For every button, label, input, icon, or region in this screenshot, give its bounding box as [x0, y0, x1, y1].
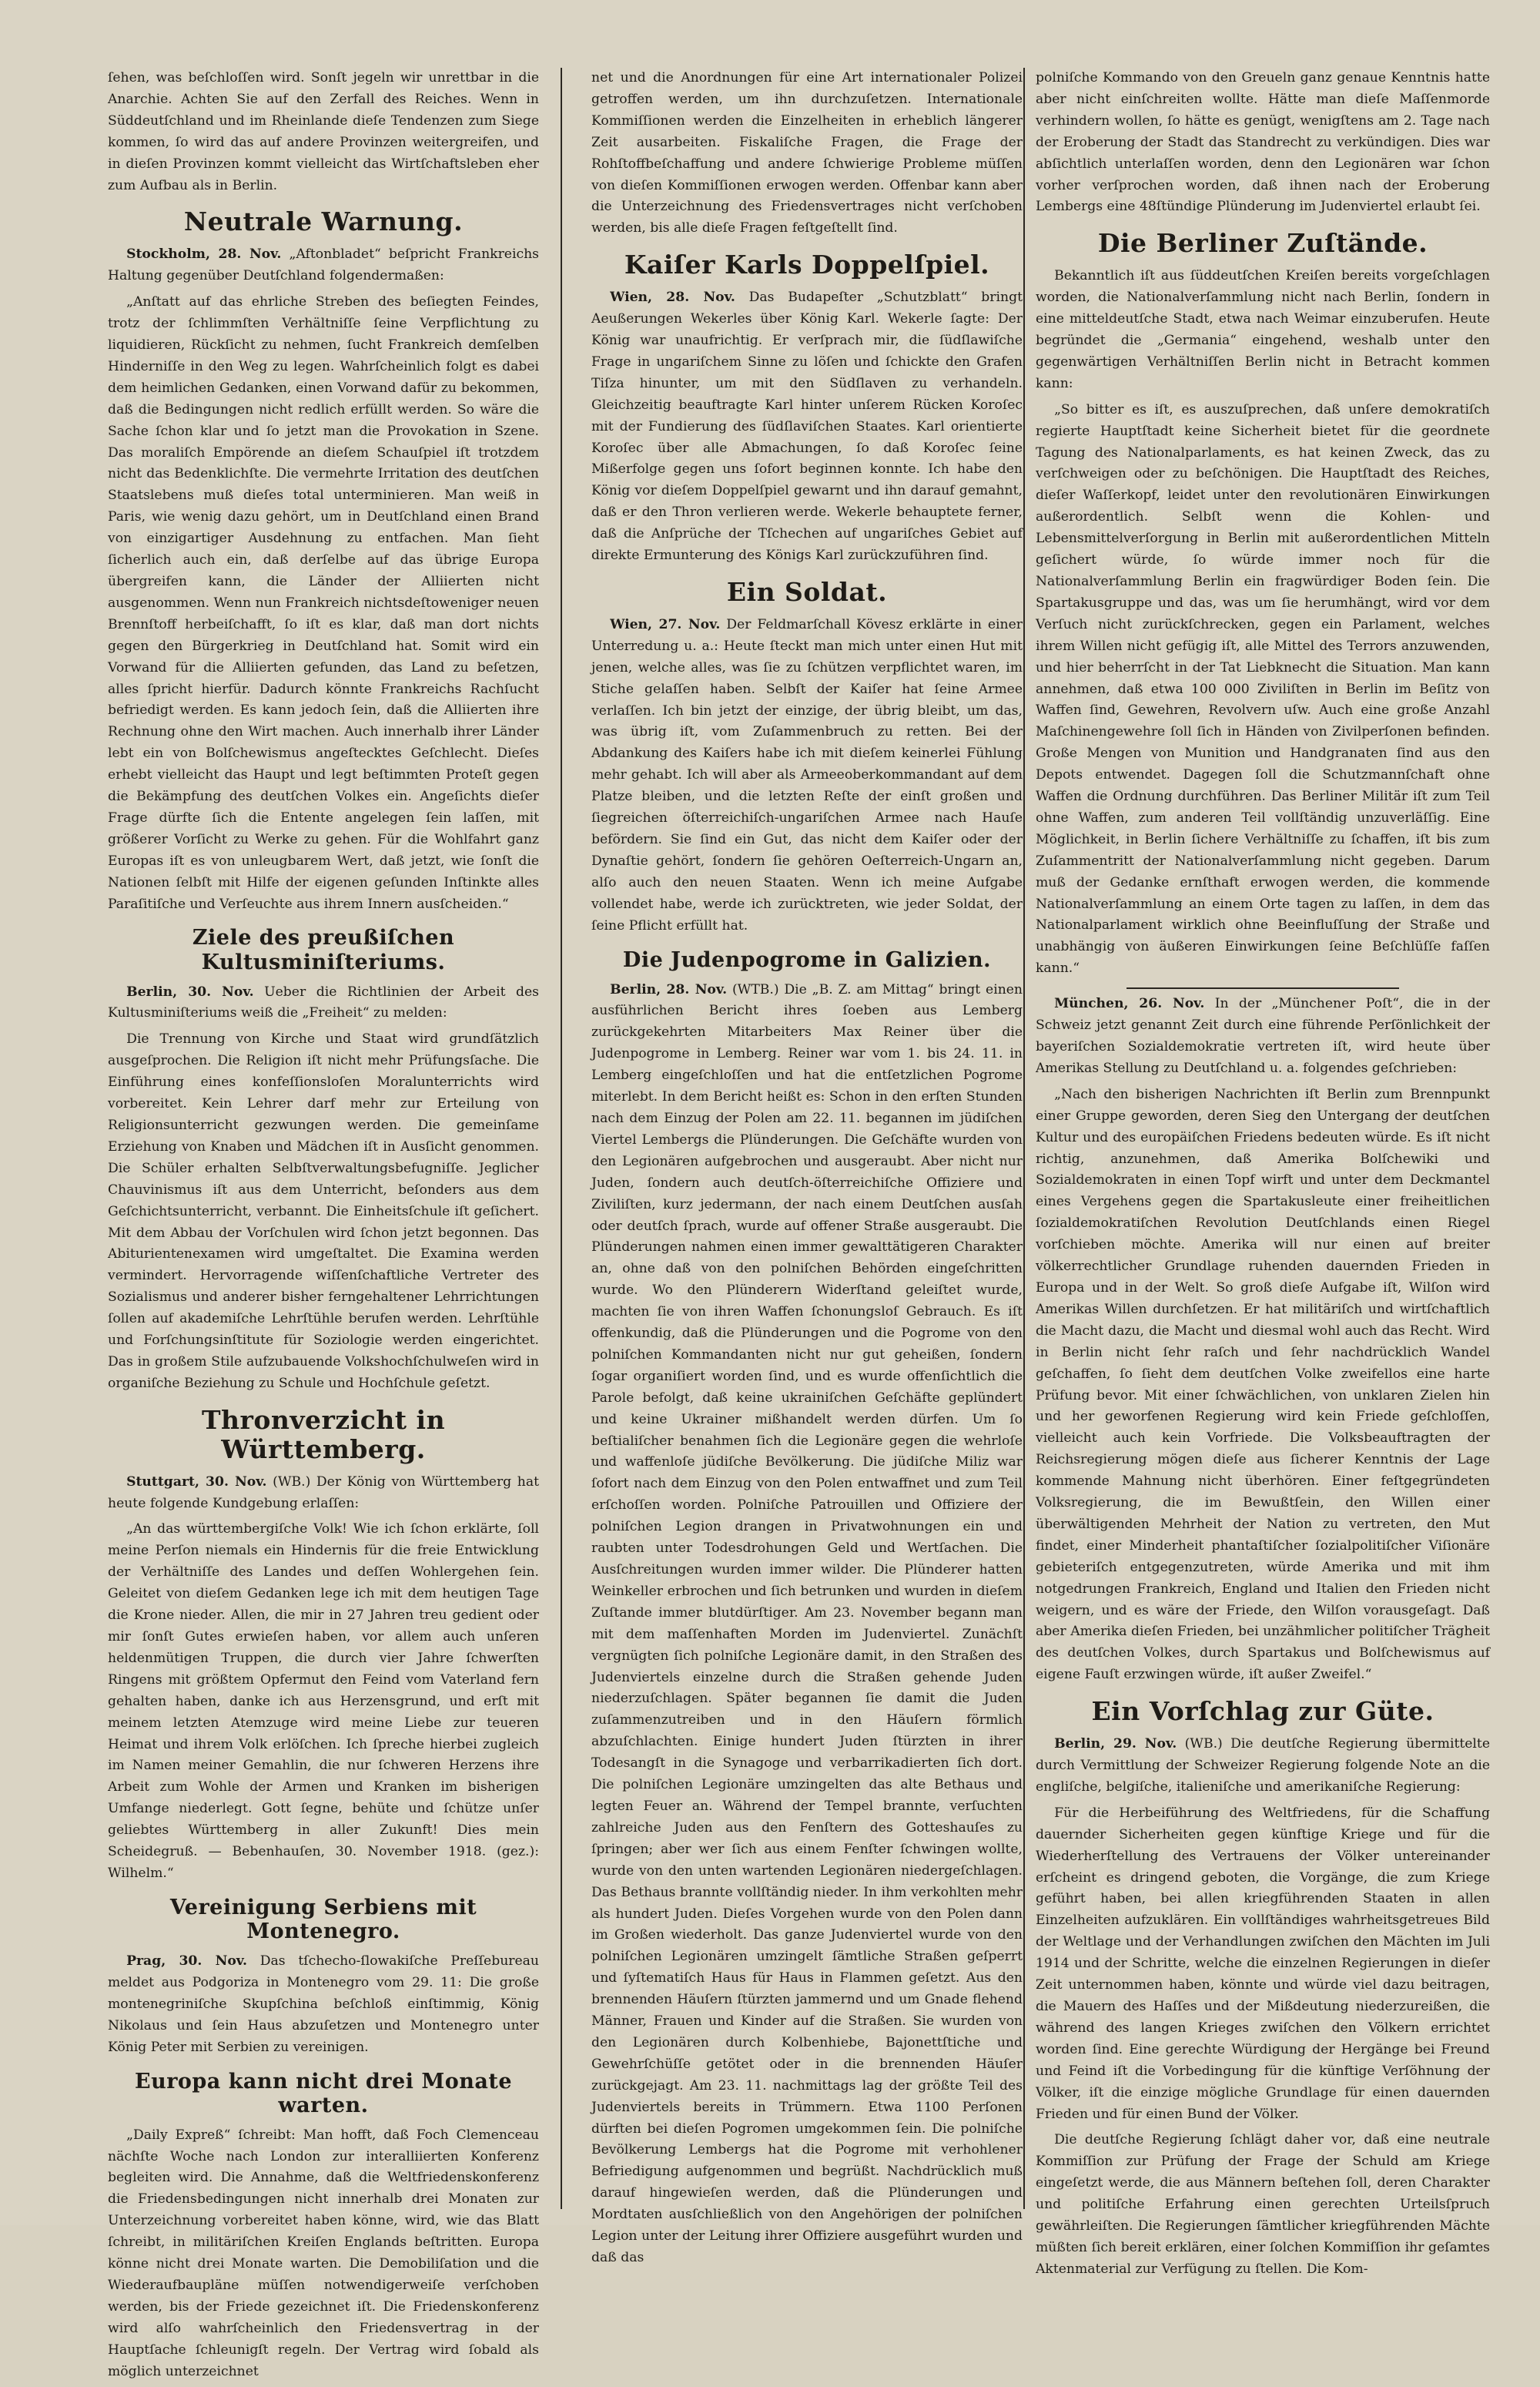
article-headline: Die Berliner Zuſtände. [1097, 228, 1428, 259]
article-kultusministerium [108, 926, 539, 1394]
article-headline: Neutrale Warnung. [183, 206, 464, 237]
paragraph: „Aftonbladet“ beſpricht Frankreichs Haltung gegenüber Deutſchland folgendermaßen: [108, 246, 539, 284]
paragraph: Die Trennung von Kirche und Staat wird grundſätzlich ausgeſprochen. Die Religion iſt nicht mehr Prüfungsſache. Die Einführung eines konfeſſionsloſen Moralunterrichts wird vorbereitet. Kein Lehrer darf mehr zur Erteilung von Religionsunterricht gezwungen werden. Die gemeinſame Erziehung von Knaben und Mädchen iſt in Ausſicht genommen. Die Schüler erhalten Selbſtverwaltungsbefugniſſe. Jeglicher Chauvinismus iſt aus dem Unterricht, beſonders aus dem Geſchichtsunterricht, verbannt. Die Einheitsſchule iſt geſichert. Mit dem Abbau der Vorſchulen wird ſchon jetzt begonnen. Das Abiturientenexamen wird umgeſtaltet. Die Examina werden vermindert. Hervorragende wiſſenſchaftliche Vertreter des Sozialismus und anderer bisher ferngehaltener Lehrrichtungen ſollen auf akademiſche Lehrſtühle berufen werden. Lehrſtühle und Forſchungsinſtitute für Soziologie werden eingerichtet. Das in großem Stile aufzubauende Volkshochſchulweſen wird in organiſche Beziehung zu Schule und Hochſchule geſetzt. [108, 1031, 539, 1391]
column-1 [108, 68, 539, 2387]
paragraph: „Nach den bisherigen Nachrichten iſt Berlin zum Brennpunkt einer Gruppe geworden, deren Sieg den Untergang der deutſchen Kultur und des europäiſchen Friedens bedeuten würde. Es iſt nicht richtig, anzunehmen, daß Amerika Bolſchewiki und Sozialdemokraten in einen Topf wirft und unter dem Deckmantel eines Vergehens gegen die Spartakusleute einer freiheitlichen ſozialdemokratiſchen Revolution Deutſchlands einen Riegel vorſchieben möchte. Amerika will nur einen auf breiter völkerrechtlicher Grundlage ruhenden dauernden Frieden in Europa und in der Welt. So groß dieſe Aufgabe iſt, Wilſon wird Amerikas Willen durchſetzen. Er hat militäriſch und wirtſchaftlich die Macht dazu, die Macht und diesmal wohl auch das Recht. Wird in Berlin nicht ſehr raſch und ſehr nachdrücklich Wandel geſchaffen, ſo ſieht dem deutſchen Volke zweifellos eine harte Prüfung bevor. Mit einer ſchwächlichen, von unklaren Zielen hin und her geworfenen Regierung wird kein Friede geſchloſſen, vielleicht auch kein Vorfriede. Die Volksbeauftragten der Reichsregierung mögen dieſe aus ſicherer Kenntnis der Lage kommende Mahnung nicht überhören. Einer feſtgegründeten Volksregierung, die im Bewußtſein, den Willen einer überwältigenden Mehrheit der Nation zu vertreten, den Mut findet, einer Minderheit phantaſtiſcher ſozialpolitiſcher Viſionäre gebieteriſch entgegenzutreten, würde Amerika und mit ihm notgedrungen Frankreich, England und Italien den Frieden nicht weigern, und es wäre der Friede, den Wilſon vorausgeſagt. Daß aber Amerika dieſen Frieden, bei unzähmlicher politiſcher Trägheit des deutſchen Volkes, durch Spartakus und Bolſchewismus auf eigene Fauſt erzwingen würde, iſt außer Zweifel.“ [1036, 1086, 1490, 1683]
article-headline: Europa kann nicht drei Monate warten. [134, 2069, 513, 2117]
paragraph: „So bitter es iſt, es auszuſprechen, daß unſere demokratiſch regierte Hauptſtadt keine Sicherheit bietet für die geordnete Tagung des Nationalparlaments, es hat keinen Zweck, das zu verſchweigen oder zu beſchönigen. Die Hauptſtadt des Reiches, dieſer Waſſerkopf, leidet unter den revolutionären Einwirkungen außerordentlich. Selbſt wenn die Kohlen- und Lebensmittelverſorgung in Berlin mit außerordentlichen Mitteln geſichert würde, ſo würde immer noch für die Nationalverſammlung Berlin ein fragwürdiger Boden ſein. Die Spartakusgruppe und das, was um ſie herumhängt, wird vor dem Verſuch nicht zurückſchrecken, gegen ein Parlament, welches ihrem Willen nicht gefügig iſt, alle Mittel des Terrors anzuwenden, und hier beherrſcht in der Tat Liebknecht die Situation. Man kann annehmen, daß etwa 100 000 Ziviliſten in Berlin im Beſitz von Waffen ſind, Gewehren, Revolvern uſw. Auch eine große Anzahl Maſchinengewehre ſoll ſich in Händen von Zivilperſonen befinden. Große Mengen von Munition und Handgranaten ſind aus den Depots entwendet. Dagegen ſoll die Schutzmannſchaft ohne Waffen die Ordnung durchführen. Das Berliner Militär iſt zum Teil ohne Waffen, zum anderen Teil vollſtändig unzuverläſſig. Eine Möglichkeit, in Berlin ſichere Verhältniſſe zu ſchaffen, iſt bis zum Zuſammentritt der Nationalverſammlung nicht gegeben. Darum muß der Gedanke ernſthaft erwogen werden, die kommende Nationalverſammlung an einem Orte tagen zu laſſen, in dem das Nationalparlament wirklich ohne Beeinfluſſung der Straße und unabhängig von äußeren Einwirkungen ſeine Beſchlüſſe faſſen kann.“ [1036, 401, 1490, 977]
paragraph: Ueber die Richtlinien der Arbeit des Kultusminiſteriums weiß die „Freiheit“ zu melden: [108, 984, 540, 1021]
continued-text: polniſche Kommando von den Greueln ganz genaue Kenntnis hatte aber nicht einſchreiten wollte. Hätte man dieſe Maſſenmorde verhindern wollen, ſo hätte es genügt, wenigſtens am 2. Tage nach der Eroberung der Stadt das Standrecht zu verkündigen. Dies war abſichtlich unterlaſſen worden, denn den Legionären war ſchon vorher verſprochen worden, daß ihnen nach der Eroberung Lembergs eine 48ſtündige Plünderung im Judenviertel erlaubt ſei. [1036, 70, 1490, 215]
article-headline: Ein Vorſchlag zur Güte. [1091, 1696, 1435, 1727]
paragraph: „Anſtatt auf das ehrliche Streben des beſiegten Feindes, trotz der ſchlimmſten Verhältniſſe ſeine Verpflichtung zu liquidieren, Rückſicht zu nehmen, ſucht Frankreich demſelben Hinderniſſe in den Weg zu legen. Wahrſcheinlich folgt es dabei dem heimlichen Gedanken, einen Vorwand dafür zu bekommen, daß die Bedingungen nicht redlich erfüllt werden. So wäre die Sache ſchon klar und ſo jetzt man die Provokation in Szene. Das moraliſch Empörende an dieſem Schauſpiel iſt trotzdem nicht das Bedenklichſte. Die vermehrte Irritation des deutſchen Staatslebens muß dieſes total unterminieren. Man weiß in Paris, wie wenig dazu gehört, um in Deutſchland einen Brand von einzigartiger Ausdehnung zu entfachen. Man ſieht ſicherlich auch ein, daß derſelbe auf das übrige Europa übergreifen kann, die Länder der Alliierten nicht ausgenommen. Wenn nun Frankreich nichtsdeſtoweniger neuen Brennſtoff herbeiſchafft, ſo iſt es klar, daß man dort nichts gegen den Bürgerkrieg in Deutſchland hat. Somit wird ein Vorwand für die Alliierten gefunden, das Land zu beſetzen, alles ſpricht hierfür. Dadurch könnte Frankreichs Rachſucht befriedigt werden. Es kann jedoch ſein, daß die Alliierten ihre Rechnung ohne den Wirt machen. Auch innerhalb ihrer Länder lebt ein von Bolſchewismus angeſtecktes Geſchlecht. Dieſes erhebt vielleicht das Haupt und legt beſtimmten Proteſt gegen die Bekämpfung des deutſchen Volkes ein. Angeſichts dieſer Frage dürfte ſich die Entente angelegen ſein laſſen, mit größerer Vorſicht zu Werke zu gehen. Für die Wohlfahrt ganz Europas iſt es von unleugbarem Wert, daß jetzt, wie ſonſt die Nationen ſelbſt mit Hilfe der eigenen geſunden Inſtinkte alles Paraſitiſche und Verſeuchte aus ihrem Innern ausſcheiden.“ [108, 294, 539, 912]
paragraph: (WB.) Der König von Württemberg hat heute folgende Kundgebung erlaſſen: [108, 1473, 540, 1511]
dateline: Stockholm, 28. Nov. [126, 246, 282, 263]
continued-text: net und die Anordnungen für eine Art internationaler Polizei getroffen werden, um ihn durchzuſetzen. Internationale Kommiſſionen werden die Einzelheiten in erheblich längerer Zeit ausarbeiten. Fiskaliſche Fragen, die Frage der Rohſtoffbeſchaffung und andere ſchwierige Probleme müſſen von dieſen Kommiſſionen erwogen werden. Offenbar kann aber die Unterzeichnung des Friedensvertrages nicht verſchoben werden, bis alle dieſe Fragen feſtgeſtellt ſind. [591, 70, 1023, 236]
article-europa-warten [108, 2070, 539, 2383]
dateline: Stuttgart, 30. Nov. [126, 1473, 267, 1490]
paragraph: (WTB.) Die „B. Z. am Mittag“ bringt einen ausführlichen Bericht ihres ſoeben aus Lemberg zurückgekehrten Mitarbeiters Max Reiner über die Judenpogrome in Lemberg. Reiner war vom 1. bis 24. 11. in Lemberg eingeſchloſſen und hat die entſetzlichen Pogrome miterlebt. In dem Bericht heißt es: Schon in den erſten Stunden nach dem Einzug der Polen am 22. 11. begannen im jüdiſchen Viertel Lembergs die Plünderungen. Die Geſchäfte wurden von den Legionären aufgebrochen und ausgeraubt. Aber nicht nur Juden, ſondern auch deutſch-öſterreichiſche Offiziere und Ziviliſten, kurz jedermann, der nach einem Deutſchen ausſah oder deutſch ſprach, wurde auf offener Straße ausgeraubt. Die Plünderungen nahmen einen immer gewalttätigeren Charakter an, ohne daß von den polniſchen Behörden eingeſchritten wurde. Wo den Plünderern Widerſtand geleiſtet wurde, machten ſie von ihren Waffen ſchonungsloſ Gebrauch. Es iſt offenkundig, daß die Plünderungen und die Pogrome von den polniſchen Kommandanten nicht nur gut geheißen, ſondern ſogar organiſiert worden ſind, und es wurde offenſichtlich die Parole befolgt, daß keine ukrainiſchen Geſchäfte geplündert und keine Ukrainer mißhandelt werden dürfen. Um ſo beſtialiſcher benahmen ſich die Legionäre gegen die wehrloſe und waffenloſe jüdiſche Bevölkerung. Die jüdiſche Miliz war ſofort nach dem Einzug von den Polen entwaffnet und zum Teil erſchoſſen worden. Polniſche Patrouillen und Offiziere der polniſchen Legion drangen in Privatwohnungen ein und raubten unter Todesdrohungen Geld und Wertſachen. Die Ausſchreitungen wurden immer wilder. Die Plünderer hatten Weinkeller erbrochen und ſich betrunken und wurden in dieſem Zuſtande immer blutdürſtiger. Am 23. November begann man mit dem maſſenhaften Morden im Judenviertel. Zunächſt vergnügten ſich polniſche Legionäre damit, in den Straßen des Judenviertels einzelne durch die Straßen gehende Juden niederzuſchlagen. Später begannen ſie damit die Juden zuſammenzutreiben und in den Häuſern förmlich abzuſchlachten. Einige hundert Juden ſtürzten in ihrer Todesangſt in die Synagoge und verbarrikadierten ſich dort. Die polniſchen Legionäre umzingelten das alte Bethaus und legten Feuer an. Während der Tempel brannte, verſuchten zahlreiche Juden aus den Fenſtern des Gotteshauſes zu ſpringen; aber wer ſich aus einem Fenſter ſchwingen wollte, wurde von den unten wartenden Legionären niedergeſchlagen. Das Bethaus brannte vollſtändig nieder. In ihm verkohlten mehr als hundert Juden. Dieſes Vorgehen wurde von den Polen dann im Großen wiederholt. Das ganze Judenviertel wurde von den polniſchen Legionären umzingelt ſämtliche Straßen geſperrt und ſyſtematiſch Haus für Haus in Flammen geſetzt. Aus den brennenden Häuſern ſtürzten jammernd und um Gnade flehend Männer, Frauen und Kinder auf die Straßen. Sie wurden von den Legionären durch Kolbenhiebe, Bajonettſtiche und Gewehrſchüſſe getötet oder in die brennenden Häuſer zurückgejagt. Am 23. 11. nachmittags lag der größte Teil des Judenviertels bereits in Trümmern. Etwa 1100 Perſonen dürften bei dieſen Pogromen umgekommen ſein. Die polniſche Bevölkerung Lembergs hat die Pogrome mit verhohlener Befriedigung aufgenommen und begrüßt. Nachdrücklich muß darauf hingewieſen werden, daß die Plünderungen und Mordtaten ausſchließlich von den Angehörigen der polniſchen Legion unter der Leitung ihrer Offiziere ausgeführt wurden und daß das [591, 981, 1023, 2266]
paragraph: In der „Münchener Poſt“, die in der Schweiz jetzt genannt Zeit durch eine führende Perſönlichkeit der bayeriſchen Sozialdemokratie vertreten iſt, wird heute über Amerikas Stellung zu Deutſchland u. a. folgendes geſchrieben: [1036, 996, 1490, 1076]
article-berliner-zustaende [1036, 229, 1490, 980]
paragraph: Der Feldmarſchall Kövesz erklärte in einer Unterredung u. a.: Heute ſteckt man mich unter einen Hut mit jenen, welche alles, was ſie zu ſchützen verpflichtet waren, im Stiche gelaſſen haben. Selbſt der Kaiſer hat ſeine Armee verlaſſen. Ich bin jetzt der einzige, der übrig bleibt, um das, was übrig iſt, vom Zuſammenbruch zu retten. Bei der Abdankung des Kaiſers habe ich mit dieſem keinerlei Fühlung mehr gehabt. Ich will aber als Armeeoberkommandant auf dem Platze bleiben, und die letzten Reſte der einſt großen und ſiegreichen öſterreichiſch-ungariſchen Armee nach Hauſe befördern. Sie ſind ein Gut, das nicht dem Kaiſer oder der Dynaſtie gehört, ſondern ſie gehören Oeſterreich-Ungarn an, alſo auch den neuen Staaten. Wenn ich meine Aufgabe vollendet habe, werde ich zurücktreten, wie jeder Soldat, der ſeine Pflicht erfüllt hat. [591, 616, 1023, 934]
dateline: Berlin, 28. Nov. [610, 981, 728, 997]
article-neutrale-warnung [108, 207, 539, 915]
article-muenchen [1036, 994, 1490, 1686]
dateline: Wien, 27. Nov. [610, 616, 721, 632]
continued-text: ſehen, was beſchloſſen wird. Sonſt jegeln wir unrettbar in die Anarchie. Achten Sie auf den Zerfall des Reiches. Wenn in Süddeutſchland und im Rheinlande dieſe Tendenzen zum Siege kommen, ſo wird das auf andere Provinzen weitergreifen, und in dieſen Provinzen kommt vielleicht das Wirtſchaftsleben eher zum Aufbau als in Berlin. [108, 70, 539, 193]
paragraph: Für die Herbeiführung des Weltfriedens, für die Schaffung dauernder Sicherheiten gegen künftige Kriege und für die Wiederherſtellung des Vertrauens der Völker untereinander erſcheint es dringend geboten, die Vorgänge, die zum Kriege geführt haben, bei allen kriegführenden Staaten in allen Einzelheiten aufzuklären. Ein vollſtändiges wahrheitsgetreues Bild der Weltlage und der Verhandlungen zwiſchen den Mächten im Juli 1914 und der Schritte, welche die einzelnen Regierungen in dieſer Zeit unternommen haben, könnte und würde viel dazu beitragen, die Mauern des Haſſes und der Mißdeutung niederzureißen, die während des langen Krieges zwiſchen den Völkern errichtet worden ſind. Eine gerechte Würdigung der Hergänge bei Freund und Feind iſt die Vorbedingung für die künftige Verſöhnung der Völker, iſt die einzige mögliche Grundlage für einen dauernden Frieden und für einen Bund der Völker. [1036, 1805, 1490, 2122]
dateline: Wien, 28. Nov. [610, 290, 735, 306]
paragraph: „An das württembergiſche Volk! Wie ich ſchon erklärte, ſoll meine Perſon niemals ein Hindernis für die freie Entwicklung der Verhältniſſe des Landes und deſſen Wohlergehen ſein. Geleitet von dieſem Gedanken lege ich mit dem heutigen Tage die Krone nieder. Allen, die mir in 27 Jahren treu gedient oder mir ſonſt Gutes erwieſen haben, vor allem auch unſeren heldenmütigen Truppen, die durch vier Jahre ſchwerſten Ringens mit größtem Opfermut den Feind vom Vaterland fern gehalten haben, danke ich aus Herzensgrund, und erſt mit meinem letzten Atemzuge wird meine Liebe zur teueren Heimat und ihrem Volk erlöſchen. Ich ſpreche hierbei zugleich im Namen meiner Gemahlin, die nur ſchweren Herzens ihre Arbeit zum Wohle der Armen und Kranken im bisherigen Umfange niederlegt. Gott ſegne, behüte und ſchütze unſer geliebtes Württemberg in aller Zukunft! Dies mein Scheidegruß. — Bebenhauſen, 30. November 1918. (gez.): Wilhelm.“ [108, 1521, 539, 1881]
paragraph: Das tſchecho-ſlowakiſche Preſſebureau meldet aus Podgoriza in Montenegro vom 29. 11: Die große montenegriniſche Skupſchina beſchloß einſtimmig, König Nikolaus und ſein Haus abzuſetzen und Montenegro unter König Peter mit Serbien zu vereinigen. [108, 1953, 539, 2055]
paragraph: Bekanntlich iſt aus ſüddeutſchen Kreiſen bereits vorgeſchlagen worden, die Nationalverſammlung nicht nach Berlin, ſondern in eine mitteldeutſche Stadt, etwa nach Weimar einzuberufen. Heute begründet die „Germania“ eingehend, weshalb unter den gegenwärtigen Verhältniſſen Berlin nicht in Betracht kommen kann: [1036, 268, 1490, 391]
paragraph: Das Budapeſter „Schutzblatt“ bringt Aeußerungen Wekerles über König Karl. Wekerle ſagte: Der König war unaufrichtig. Er verſprach mir, die ſüdſlawiſche Frage in ungariſchem Sinne zu löſen und ſchickte den Grafen Tiſza hinunter, um mit den Südſlaven zu verhandeln. Gleichzeitig beauftragte Karl hinter unſerem Rücken Koroſec mit der Fundierung des ſüdſlaviſchen Staates. Karl orientierte Koroſec über alle Abmachungen, ſo daß Koroſec ſeine Mißerfolge gegen uns ſofort beginnen konnte. Ich habe den König vor dieſem Doppelſpiel gewarnt und ihn darauf gemahnt, daß er den Thron verlieren werde. Wekerle behauptete ferner, daß die Anſprüche der Tſchechen auf ungariſches Gebiet auf direkte Ermunterung des Königs Karl zurückzuführen ſind. [591, 290, 1023, 564]
article-headline: Thronverzicht in Württemberg. [201, 1404, 446, 1464]
article-headline: Die Judenpogrome in Galizien. [622, 947, 992, 972]
column-rule [561, 68, 562, 2209]
column-3 [1036, 68, 1490, 2285]
article-judenpogrome [591, 948, 1023, 2269]
article-ein-soldat [591, 578, 1023, 937]
paragraph: (WB.) Die deutſche Regierung übermittelte durch Vermittlung der Schweizer Regierung folgende Note an die engliſche, belgiſche, italieniſche und amerikaniſche Regierung: [1036, 1736, 1490, 1795]
divider [1127, 987, 1399, 989]
dateline: Berlin, 29. Nov. [1054, 1736, 1177, 1752]
article-kaiser-karl [591, 250, 1023, 567]
article-vorschlag-guete [1036, 1697, 1490, 2281]
article-headline: Ziele des preußiſchen Kultusminiſteriums. [192, 926, 455, 974]
paragraph: „Daily Expreß“ ſchreibt: Man hofft, daß Foch Clemenceau nächſte Woche nach London zur interalliierten Konferenz begleiten wird. Die Annahme, daß die Weltfriedenskonferenz die Friedensbedingungen nicht innerhalb drei Monaten zur Unterzeichnung vorbereitet haben könne, wird, wie das Blatt ſchreibt, in militäriſchen Kreiſen Englands beſtritten. Europa könne nicht drei Monate warten. Die Demobiliſation und die Wiederaufbaupläne müſſen notwendigerweiſe verſchoben werden, bis der Friede gezeichnet iſt. Die Friedenskonferenz wird alſo wahrſcheinlich den Friedensvertrag in der Hauptſache ſchleunigſt regeln. Der Vertrag wird ſobald als möglich unterzeichnet [108, 2127, 539, 2379]
article-headline: Ein Soldat. [726, 576, 888, 607]
dateline: Berlin, 30. Nov. [126, 984, 254, 1000]
column-rule [1023, 68, 1025, 2209]
article-thronverzicht [108, 1406, 539, 1885]
column-2 [591, 68, 1023, 2274]
article-headline: Kaiſer Karls Doppelſpiel. [624, 250, 990, 280]
article-headline: Vereinigung Serbiens mit Montenegro. [169, 1895, 477, 1943]
article-serbien-montenegro [108, 1896, 539, 2059]
paragraph: Die deutſche Regierung ſchlägt daher vor, daß eine neutrale Kommiſſion zur Prüfung der Frage der Schuld am Kriege eingeſetzt werde, die aus Männern beſtehen ſoll, deren Charakter und politiſche Erfahrung einen gerechten Urteilsſpruch gewährleiſten. Die Regierungen ſämtlicher kriegführenden Mächte müßten ſich bereit erklären, einer ſolchen Kommiſſion ihr geſamtes Aktenmaterial zur Verfügung zu ſtellen. Die Kom- [1036, 2132, 1490, 2277]
dateline: München, 26. Nov. [1054, 996, 1205, 1012]
dateline: Prag, 30. Nov. [126, 1953, 248, 1969]
